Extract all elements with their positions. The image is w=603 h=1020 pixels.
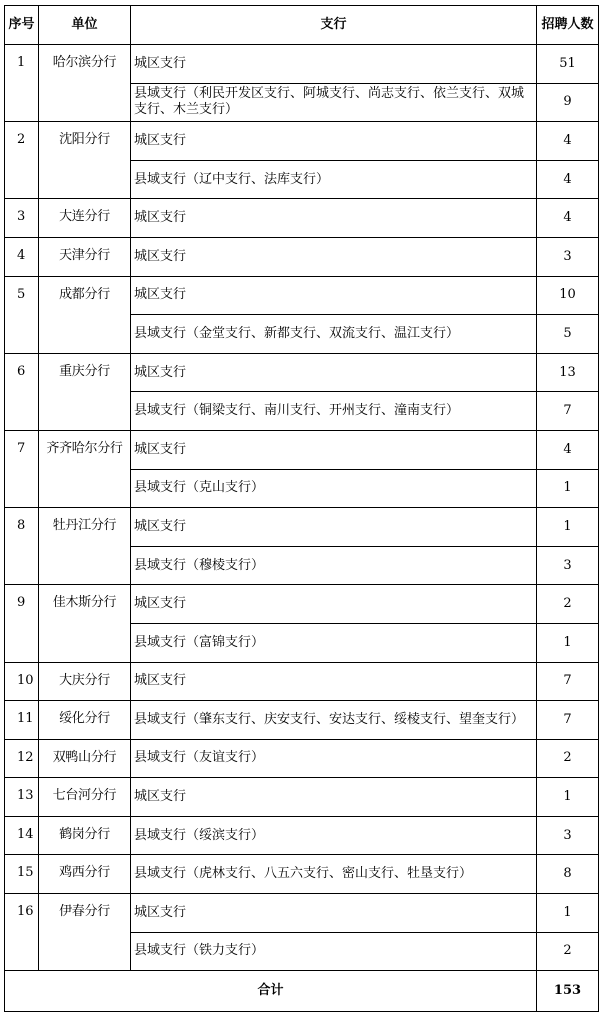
cell-unit: 大庆分行 bbox=[39, 662, 131, 701]
cell-branch: 县域支行（肇东支行、庆安支行、安达支行、绥棱支行、望奎支行） bbox=[131, 701, 537, 740]
total-label: 合计 bbox=[5, 971, 537, 1012]
cell-branch: 城区支行 bbox=[131, 237, 537, 276]
cell-branch: 城区支行 bbox=[131, 778, 537, 817]
table-row bbox=[5, 585, 599, 624]
table-row bbox=[5, 45, 599, 84]
cell-unit: 哈尔滨分行 bbox=[39, 45, 131, 122]
cell-count: 10 bbox=[537, 276, 599, 315]
cell-branch: 城区支行 bbox=[131, 430, 537, 469]
cell-unit: 天津分行 bbox=[39, 237, 131, 276]
cell-unit: 齐齐哈尔分行 bbox=[39, 430, 131, 507]
cell-count: 4 bbox=[537, 199, 599, 238]
cell-seq: 4 bbox=[5, 237, 39, 276]
header-seq: 序号 bbox=[5, 6, 39, 45]
cell-unit: 大连分行 bbox=[39, 199, 131, 238]
cell-branch: 城区支行 bbox=[131, 894, 537, 933]
table-row bbox=[5, 855, 599, 894]
header-branch: 支行 bbox=[131, 6, 537, 45]
cell-count: 1 bbox=[537, 469, 599, 508]
cell-seq: 2 bbox=[5, 122, 39, 199]
cell-branch: 城区支行 bbox=[131, 45, 537, 84]
cell-count: 4 bbox=[537, 430, 599, 469]
header-unit: 单位 bbox=[39, 6, 131, 45]
cell-branch: 县域支行（富锦支行） bbox=[131, 623, 537, 662]
cell-branch: 城区支行 bbox=[131, 122, 537, 161]
cell-unit: 重庆分行 bbox=[39, 353, 131, 430]
table-row bbox=[5, 508, 599, 547]
table-body bbox=[5, 45, 599, 971]
cell-branch: 城区支行 bbox=[131, 353, 537, 392]
cell-branch: 县域支行（铜梁支行、南川支行、开州支行、潼南支行） bbox=[131, 392, 537, 431]
cell-seq: 15 bbox=[5, 855, 39, 894]
cell-count: 4 bbox=[537, 160, 599, 199]
cell-seq: 9 bbox=[5, 585, 39, 662]
total-row bbox=[5, 971, 599, 1012]
cell-count: 1 bbox=[537, 623, 599, 662]
cell-seq: 14 bbox=[5, 816, 39, 855]
cell-branch: 县域支行（辽中支行、法库支行） bbox=[131, 160, 537, 199]
cell-unit: 鸡西分行 bbox=[39, 855, 131, 894]
cell-count: 13 bbox=[537, 353, 599, 392]
cell-unit: 沈阳分行 bbox=[39, 122, 131, 199]
cell-branch: 县域支行（利民开发区支行、阿城支行、尚志支行、依兰支行、双城支行、木兰支行） bbox=[131, 83, 537, 122]
cell-seq: 8 bbox=[5, 508, 39, 585]
cell-branch: 县域支行（友谊支行） bbox=[131, 739, 537, 778]
table-row bbox=[5, 122, 599, 161]
cell-unit: 绥化分行 bbox=[39, 701, 131, 740]
cell-branch: 县域支行（穆棱支行） bbox=[131, 546, 537, 585]
cell-seq: 16 bbox=[5, 894, 39, 971]
table-row bbox=[5, 353, 599, 392]
cell-seq: 1 bbox=[5, 45, 39, 122]
header-count: 招聘人数 bbox=[537, 6, 599, 45]
cell-seq: 7 bbox=[5, 430, 39, 507]
cell-seq: 13 bbox=[5, 778, 39, 817]
table-row bbox=[5, 430, 599, 469]
cell-unit: 伊春分行 bbox=[39, 894, 131, 971]
cell-branch: 县域支行（克山支行） bbox=[131, 469, 537, 508]
cell-unit: 双鸭山分行 bbox=[39, 739, 131, 778]
cell-unit: 七台河分行 bbox=[39, 778, 131, 817]
cell-count: 5 bbox=[537, 315, 599, 354]
cell-seq: 3 bbox=[5, 199, 39, 238]
cell-unit: 鹤岗分行 bbox=[39, 816, 131, 855]
table-row bbox=[5, 816, 599, 855]
table-row bbox=[5, 237, 599, 276]
cell-seq: 6 bbox=[5, 353, 39, 430]
table-row bbox=[5, 701, 599, 740]
cell-seq: 11 bbox=[5, 701, 39, 740]
cell-branch: 城区支行 bbox=[131, 276, 537, 315]
cell-branch: 县域支行（铁力支行） bbox=[131, 932, 537, 971]
cell-count: 7 bbox=[537, 662, 599, 701]
cell-seq: 10 bbox=[5, 662, 39, 701]
table-row bbox=[5, 199, 599, 238]
table-row bbox=[5, 276, 599, 315]
cell-count: 7 bbox=[537, 392, 599, 431]
cell-count: 3 bbox=[537, 816, 599, 855]
cell-branch: 县域支行（金堂支行、新都支行、双流支行、温江支行） bbox=[131, 315, 537, 354]
cell-count: 4 bbox=[537, 122, 599, 161]
cell-branch: 县域支行（绥滨支行） bbox=[131, 816, 537, 855]
cell-count: 1 bbox=[537, 894, 599, 933]
cell-count: 8 bbox=[537, 855, 599, 894]
table-row bbox=[5, 894, 599, 933]
cell-count: 2 bbox=[537, 739, 599, 778]
cell-count: 2 bbox=[537, 585, 599, 624]
cell-count: 3 bbox=[537, 546, 599, 585]
table-row bbox=[5, 778, 599, 817]
table-row bbox=[5, 739, 599, 778]
cell-branch: 城区支行 bbox=[131, 585, 537, 624]
cell-unit: 成都分行 bbox=[39, 276, 131, 353]
cell-unit: 牡丹江分行 bbox=[39, 508, 131, 585]
cell-seq: 5 bbox=[5, 276, 39, 353]
recruitment-table bbox=[4, 5, 599, 1012]
cell-count: 7 bbox=[537, 701, 599, 740]
cell-branch: 城区支行 bbox=[131, 508, 537, 547]
cell-branch: 城区支行 bbox=[131, 199, 537, 238]
cell-seq: 12 bbox=[5, 739, 39, 778]
cell-count: 51 bbox=[537, 45, 599, 84]
cell-branch: 城区支行 bbox=[131, 662, 537, 701]
cell-count: 2 bbox=[537, 932, 599, 971]
cell-count: 1 bbox=[537, 508, 599, 547]
cell-branch: 县域支行（虎林支行、八五六支行、密山支行、牡垦支行） bbox=[131, 855, 537, 894]
table-row bbox=[5, 662, 599, 701]
cell-count: 9 bbox=[537, 83, 599, 122]
total-count: 153 bbox=[537, 971, 599, 1012]
cell-count: 1 bbox=[537, 778, 599, 817]
cell-count: 3 bbox=[537, 237, 599, 276]
cell-unit: 佳木斯分行 bbox=[39, 585, 131, 662]
